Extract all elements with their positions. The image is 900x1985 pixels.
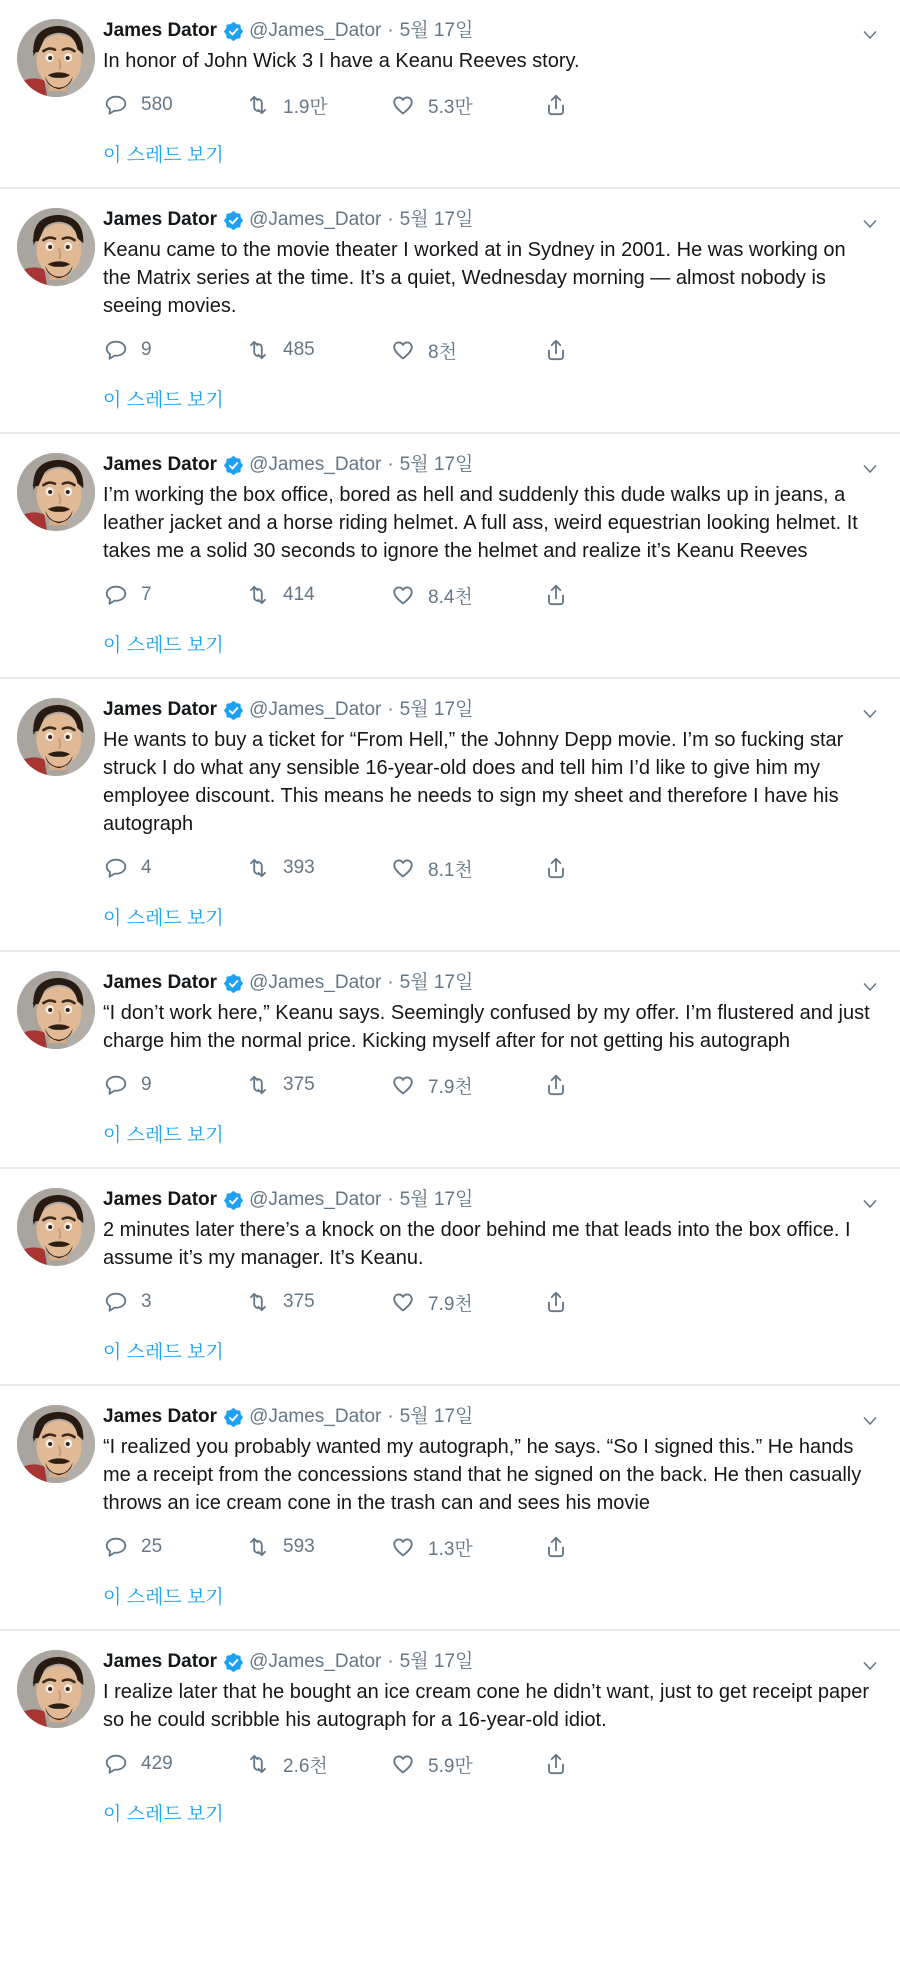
like-count: 8천 — [428, 341, 457, 363]
tweet[interactable] — [0, 1386, 900, 1631]
tweet-actions — [103, 1748, 872, 1780]
tweet-header — [103, 207, 872, 233]
tweet-text: I’m working the box office, bored as hell and suddenly this dude walks up in jeans, a leather jacket and a horse riding helmet. A full ass, weird equestrian looking helmet. It takes me a solid 30 seconds to ignore the helmet and realize it’s Keanu Reeves — [103, 484, 858, 562]
user-handle[interactable]: @James_Dator — [249, 1651, 382, 1672]
heart-icon — [390, 1289, 416, 1315]
heart-icon — [390, 855, 416, 881]
retweet-icon — [245, 337, 271, 363]
view-thread-link[interactable]: 이 스레드 보기 — [103, 390, 224, 411]
tweet-text: Keanu came to the movie theater I worked at in Sydney in 2001. He was working on the Matrix series at the time. It’s a quiet, Wednesday morning — almost nobody is seeing movies. — [103, 239, 846, 317]
retweet-button[interactable] — [245, 337, 390, 363]
tweet-date[interactable]: 5월 17일 — [399, 699, 474, 720]
user-handle[interactable]: @James_Dator — [249, 209, 382, 230]
reply-button[interactable] — [103, 1751, 245, 1777]
display-name[interactable]: James Dator — [103, 1189, 218, 1210]
chevron-down-icon — [862, 219, 878, 229]
share-icon — [543, 1751, 569, 1777]
reply-bubble-icon — [103, 1751, 129, 1777]
reply-button[interactable] — [103, 1534, 245, 1560]
share-button[interactable] — [543, 1534, 569, 1560]
tweet-header — [103, 18, 872, 44]
reply-count: 9 — [141, 339, 152, 360]
heart-icon — [390, 337, 416, 363]
share-button[interactable] — [543, 337, 569, 363]
tweet-actions — [103, 579, 872, 611]
retweet-icon — [245, 1751, 271, 1777]
verified-badge-icon — [224, 974, 243, 993]
tweet-text: 2 minutes later there’s a knock on the door behind me that leads into the box office. I assume it’s my manager. It’s Keanu. — [103, 1219, 851, 1269]
retweet-icon — [245, 92, 271, 118]
tweet-menu-button[interactable] — [860, 460, 880, 479]
retweet-icon — [245, 1289, 271, 1315]
reply-button[interactable] — [103, 582, 245, 608]
avatar[interactable] — [17, 1405, 95, 1483]
reply-count: 7 — [141, 584, 152, 605]
tweet-actions — [103, 334, 872, 366]
verified-badge-icon — [224, 22, 243, 41]
retweet-count: 1.9만 — [283, 96, 328, 118]
view-thread-link[interactable]: 이 스레드 보기 — [103, 1804, 224, 1825]
like-count: 7.9천 — [428, 1076, 473, 1098]
verified-badge-icon — [224, 456, 243, 475]
verified-badge-icon — [224, 1191, 243, 1210]
reply-count: 25 — [141, 1536, 163, 1557]
avatar[interactable] — [17, 1188, 95, 1266]
chevron-down-icon — [862, 709, 878, 719]
retweet-count: 375 — [283, 1291, 315, 1312]
share-button[interactable] — [543, 1289, 569, 1315]
chevron-down-icon — [862, 1199, 878, 1209]
header-separator: · — [387, 1189, 394, 1210]
reply-button[interactable] — [103, 92, 245, 118]
retweet-count: 593 — [283, 1536, 315, 1557]
view-thread-link[interactable]: 이 스레드 보기 — [103, 908, 224, 929]
tweet[interactable] — [0, 1169, 900, 1386]
tweet[interactable] — [0, 434, 900, 679]
verified-badge-icon — [224, 1408, 243, 1427]
like-button[interactable] — [390, 337, 543, 364]
share-button[interactable] — [543, 855, 569, 881]
user-handle[interactable]: @James_Dator — [249, 1406, 382, 1427]
tweet-header — [103, 697, 872, 723]
like-count: 5.3만 — [428, 96, 473, 118]
like-button[interactable] — [390, 1072, 543, 1099]
share-button[interactable] — [543, 1751, 569, 1777]
retweet-button[interactable] — [245, 1534, 390, 1560]
avatar[interactable] — [17, 971, 95, 1049]
man-selfie-avatar-image — [17, 1405, 95, 1483]
header-separator: · — [387, 1406, 394, 1427]
chevron-down-icon — [862, 1661, 878, 1671]
tweet-menu-button[interactable] — [860, 1195, 880, 1214]
retweet-button[interactable] — [245, 855, 390, 881]
header-separator: · — [387, 972, 394, 993]
retweet-button[interactable] — [245, 1289, 390, 1315]
man-selfie-avatar-image — [17, 698, 95, 776]
reply-count: 429 — [141, 1753, 173, 1774]
like-count: 8.1천 — [428, 859, 473, 881]
heart-icon — [390, 1072, 416, 1098]
view-thread-link[interactable]: 이 스레드 보기 — [103, 145, 224, 166]
reply-button[interactable] — [103, 1072, 245, 1098]
reply-bubble-icon — [103, 92, 129, 118]
like-button[interactable] — [390, 92, 543, 119]
verified-badge-icon — [224, 701, 243, 720]
tweet[interactable] — [0, 0, 900, 189]
share-icon — [543, 855, 569, 881]
reply-count: 3 — [141, 1291, 152, 1312]
retweet-icon — [245, 1072, 271, 1098]
tweet-menu-button[interactable] — [860, 26, 880, 45]
tweet-date[interactable]: 5월 17일 — [399, 1651, 474, 1672]
header-separator: · — [387, 454, 394, 475]
chevron-down-icon — [862, 982, 878, 992]
share-button[interactable] — [543, 92, 569, 118]
tweet-header — [103, 1187, 872, 1213]
tweet-date[interactable]: 5월 17일 — [399, 20, 474, 41]
view-thread-link[interactable]: 이 스레드 보기 — [103, 1125, 224, 1146]
tweet-actions — [103, 852, 872, 884]
like-button[interactable] — [390, 1751, 543, 1778]
tweet-text: I realize later that he bought an ice cream cone he didn’t want, just to get receipt paper so he could scribble his autograph for a 16-year-old idiot. — [103, 1681, 870, 1731]
avatar[interactable] — [17, 208, 95, 286]
like-count: 8.4천 — [428, 586, 473, 608]
user-handle[interactable]: @James_Dator — [249, 454, 382, 475]
retweet-button[interactable] — [245, 92, 390, 119]
tweet-text: “I realized you probably wanted my autograph,” he says. “So I signed this.” He hands me a receipt from the concessions stand that he signed on the back. He then casually throws an ice cream cone in the trash can and sees his movie — [103, 1436, 862, 1514]
view-thread-link[interactable]: 이 스레드 보기 — [103, 1587, 224, 1608]
man-selfie-avatar-image — [17, 208, 95, 286]
chevron-down-icon — [862, 464, 878, 474]
reply-bubble-icon — [103, 582, 129, 608]
chevron-down-icon — [862, 1416, 878, 1426]
heart-icon — [390, 582, 416, 608]
heart-icon — [390, 1534, 416, 1560]
verified-badge-icon — [224, 1653, 243, 1672]
tweet[interactable] — [0, 189, 900, 434]
tweet-date[interactable]: 5월 17일 — [399, 972, 474, 993]
share-icon — [543, 92, 569, 118]
display-name[interactable]: James Dator — [103, 699, 218, 720]
like-count: 5.9만 — [428, 1755, 473, 1777]
tweet-header — [103, 1404, 872, 1430]
retweet-icon — [245, 582, 271, 608]
verified-badge-icon — [224, 211, 243, 230]
share-icon — [543, 337, 569, 363]
retweet-count: 393 — [283, 857, 315, 878]
view-thread-link[interactable]: 이 스레드 보기 — [103, 635, 224, 656]
user-handle[interactable]: @James_Dator — [249, 972, 382, 993]
share-icon — [543, 582, 569, 608]
display-name[interactable]: James Dator — [103, 972, 218, 993]
share-icon — [543, 1534, 569, 1560]
tweet-menu-button[interactable] — [860, 1412, 880, 1431]
tweet-actions — [103, 89, 872, 121]
like-button[interactable] — [390, 855, 543, 882]
tweet-actions — [103, 1069, 872, 1101]
tweet-menu-button[interactable] — [860, 215, 880, 234]
header-separator: · — [387, 1651, 394, 1672]
user-handle[interactable]: @James_Dator — [249, 699, 382, 720]
retweet-count: 2.6천 — [283, 1755, 328, 1777]
reply-button[interactable] — [103, 1289, 245, 1315]
reply-count: 9 — [141, 1074, 152, 1095]
retweet-count: 414 — [283, 584, 315, 605]
reply-button[interactable] — [103, 855, 245, 881]
avatar[interactable] — [17, 453, 95, 531]
retweet-button[interactable] — [245, 1751, 390, 1778]
man-selfie-avatar-image — [17, 1650, 95, 1728]
tweet-text: He wants to buy a ticket for “From Hell,” the Johnny Depp movie. I’m so fucking star struck I do what any sensible 16-year-old does and tell him I’d like to give him my employee discount. This means he needs to sign my sheet and therefore I have his autograph — [103, 729, 844, 835]
like-count: 1.3만 — [428, 1538, 473, 1560]
reply-count: 4 — [141, 857, 152, 878]
man-selfie-avatar-image — [17, 1188, 95, 1266]
tweet[interactable] — [0, 679, 900, 952]
retweet-count: 375 — [283, 1074, 315, 1095]
reply-bubble-icon — [103, 337, 129, 363]
share-button[interactable] — [543, 582, 569, 608]
man-selfie-avatar-image — [17, 971, 95, 1049]
header-separator: · — [387, 20, 394, 41]
tweet-text: In honor of John Wick 3 I have a Keanu Reeves story. — [103, 50, 580, 72]
man-selfie-avatar-image — [17, 453, 95, 531]
tweet-date[interactable]: 5월 17일 — [399, 454, 474, 475]
display-name[interactable]: James Dator — [103, 1406, 218, 1427]
reply-count: 580 — [141, 94, 173, 115]
retweet-icon — [245, 855, 271, 881]
like-button[interactable] — [390, 582, 543, 609]
user-handle[interactable]: @James_Dator — [249, 1189, 382, 1210]
reply-bubble-icon — [103, 855, 129, 881]
view-thread-link[interactable]: 이 스레드 보기 — [103, 1342, 224, 1363]
tweet-header — [103, 1649, 872, 1675]
tweet-header — [103, 452, 872, 478]
like-count: 7.9천 — [428, 1293, 473, 1315]
display-name[interactable]: James Dator — [103, 209, 218, 230]
man-selfie-avatar-image — [17, 19, 95, 97]
retweet-count: 485 — [283, 339, 315, 360]
tweet-actions — [103, 1531, 872, 1563]
chevron-down-icon — [862, 30, 878, 40]
tweet-actions — [103, 1286, 872, 1318]
header-separator: · — [387, 209, 394, 230]
reply-bubble-icon — [103, 1072, 129, 1098]
share-icon — [543, 1289, 569, 1315]
tweet-menu-button[interactable] — [860, 978, 880, 997]
retweet-button[interactable] — [245, 1072, 390, 1098]
user-handle[interactable]: @James_Dator — [249, 20, 382, 41]
like-button[interactable] — [390, 1534, 543, 1561]
retweet-button[interactable] — [245, 582, 390, 608]
avatar[interactable] — [17, 698, 95, 776]
reply-bubble-icon — [103, 1534, 129, 1560]
like-button[interactable] — [390, 1289, 543, 1316]
header-separator: · — [387, 699, 394, 720]
display-name[interactable]: James Dator — [103, 20, 218, 41]
tweet-date[interactable]: 5월 17일 — [399, 209, 474, 230]
display-name[interactable]: James Dator — [103, 1651, 218, 1672]
avatar[interactable] — [17, 1650, 95, 1728]
tweet-date[interactable]: 5월 17일 — [399, 1406, 474, 1427]
retweet-icon — [245, 1534, 271, 1560]
display-name[interactable]: James Dator — [103, 454, 218, 475]
share-icon — [543, 1072, 569, 1098]
tweet-date[interactable]: 5월 17일 — [399, 1189, 474, 1210]
share-button[interactable] — [543, 1072, 569, 1098]
heart-icon — [390, 1751, 416, 1777]
heart-icon — [390, 92, 416, 118]
tweet-text: “I don’t work here,” Keanu says. Seemingly confused by my offer. I’m flustered and just charge him the normal price. Kicking myself after for not getting his autograph — [103, 1002, 870, 1052]
reply-bubble-icon — [103, 1289, 129, 1315]
reply-button[interactable] — [103, 337, 245, 363]
tweet-header — [103, 970, 872, 996]
tweet-menu-button[interactable] — [860, 1657, 880, 1676]
tweet-menu-button[interactable] — [860, 705, 880, 724]
avatar[interactable] — [17, 19, 95, 97]
tweet[interactable] — [0, 1631, 900, 1846]
tweet[interactable] — [0, 952, 900, 1169]
